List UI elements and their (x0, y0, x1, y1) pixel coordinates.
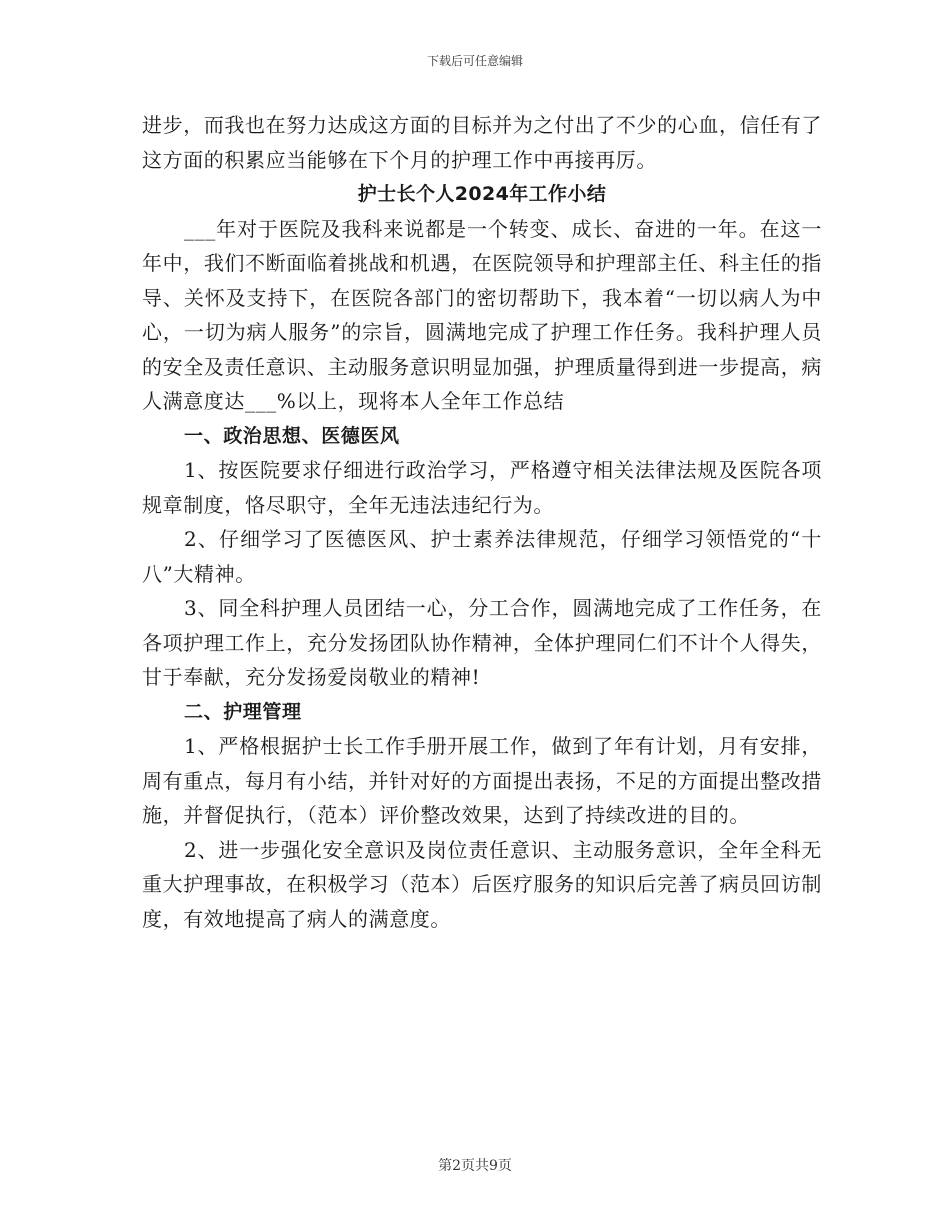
page-footer: 第2页共9页 (438, 1158, 512, 1174)
section2-item-1: 1、严格根据护士长工作手册开展工作，做到了年有计划，月有安排，周有重点，每月有小结，并针对好的方面提出表扬，不足的方面提出整改措施，并督促执行，（范本）评价整改效果，达到了持续改进的目的。 (142, 734, 822, 827)
document-title: 护士长个人2024年工作小结 (357, 183, 607, 205)
section2-item-2: 2、进一步强化安全意识及岗位责任意识、主动服务意识，全年全科无重大护理事故，在积极学习（范本）后医疗服务的知识后完善了病员回访制度，有效地提高了病人的满意度。 (142, 837, 822, 931)
continuation-paragraph: 进步，而我也在努力达成这方面的目标并为之付出了不少的心血，信任有了这方面的积累应当能够在下个月的护理工作中再接再厉。 (142, 113, 822, 172)
section1-item-2: 2、仔细学习了医德医风、护士素养法律规范，仔细学习领悟党的“十八”大精神。 (142, 527, 822, 586)
section-heading-1: 一、政治思想、医德医风 (184, 424, 400, 447)
page-header: 下载后可任意编辑 (426, 54, 523, 68)
section-heading-2: 二、护理管理 (184, 700, 302, 723)
section1-item-1: 1、按医院要求仔细进行政治学习，严格遵守相关法律法规及医院各项规章制度，恪尽职守，全年无违法违纪行为。 (142, 458, 822, 517)
section1-item-3: 3、同全科护理人员团结一心，分工合作，圆满地完成了工作任务，在各项护理工作上，充分发扬团队协作精神，全体护理同仁们不计个人得失，甘于奉献，充分发扬爱岗敬业的精神! (142, 596, 822, 689)
intro-paragraph: ___年对于医院及我科来说都是一个转变、成长、奋进的一年。在这一年中，我们不断面临着挑战和机遇，在医院领导和护理部主任、科主任的指导、关怀及支持下，在医院各部门的密切帮助下，我本着“一切以病人为中心，一切为病人服务”的宗旨，圆满地完成了护理工作任务。我科护理人员的安全及责任意识、主动服务意识明显加强，护理质量得到进一步提高，病人满意度达___%以上，现将本人全年工作总结 (142, 216, 822, 413)
document-body (142, 108, 822, 936)
